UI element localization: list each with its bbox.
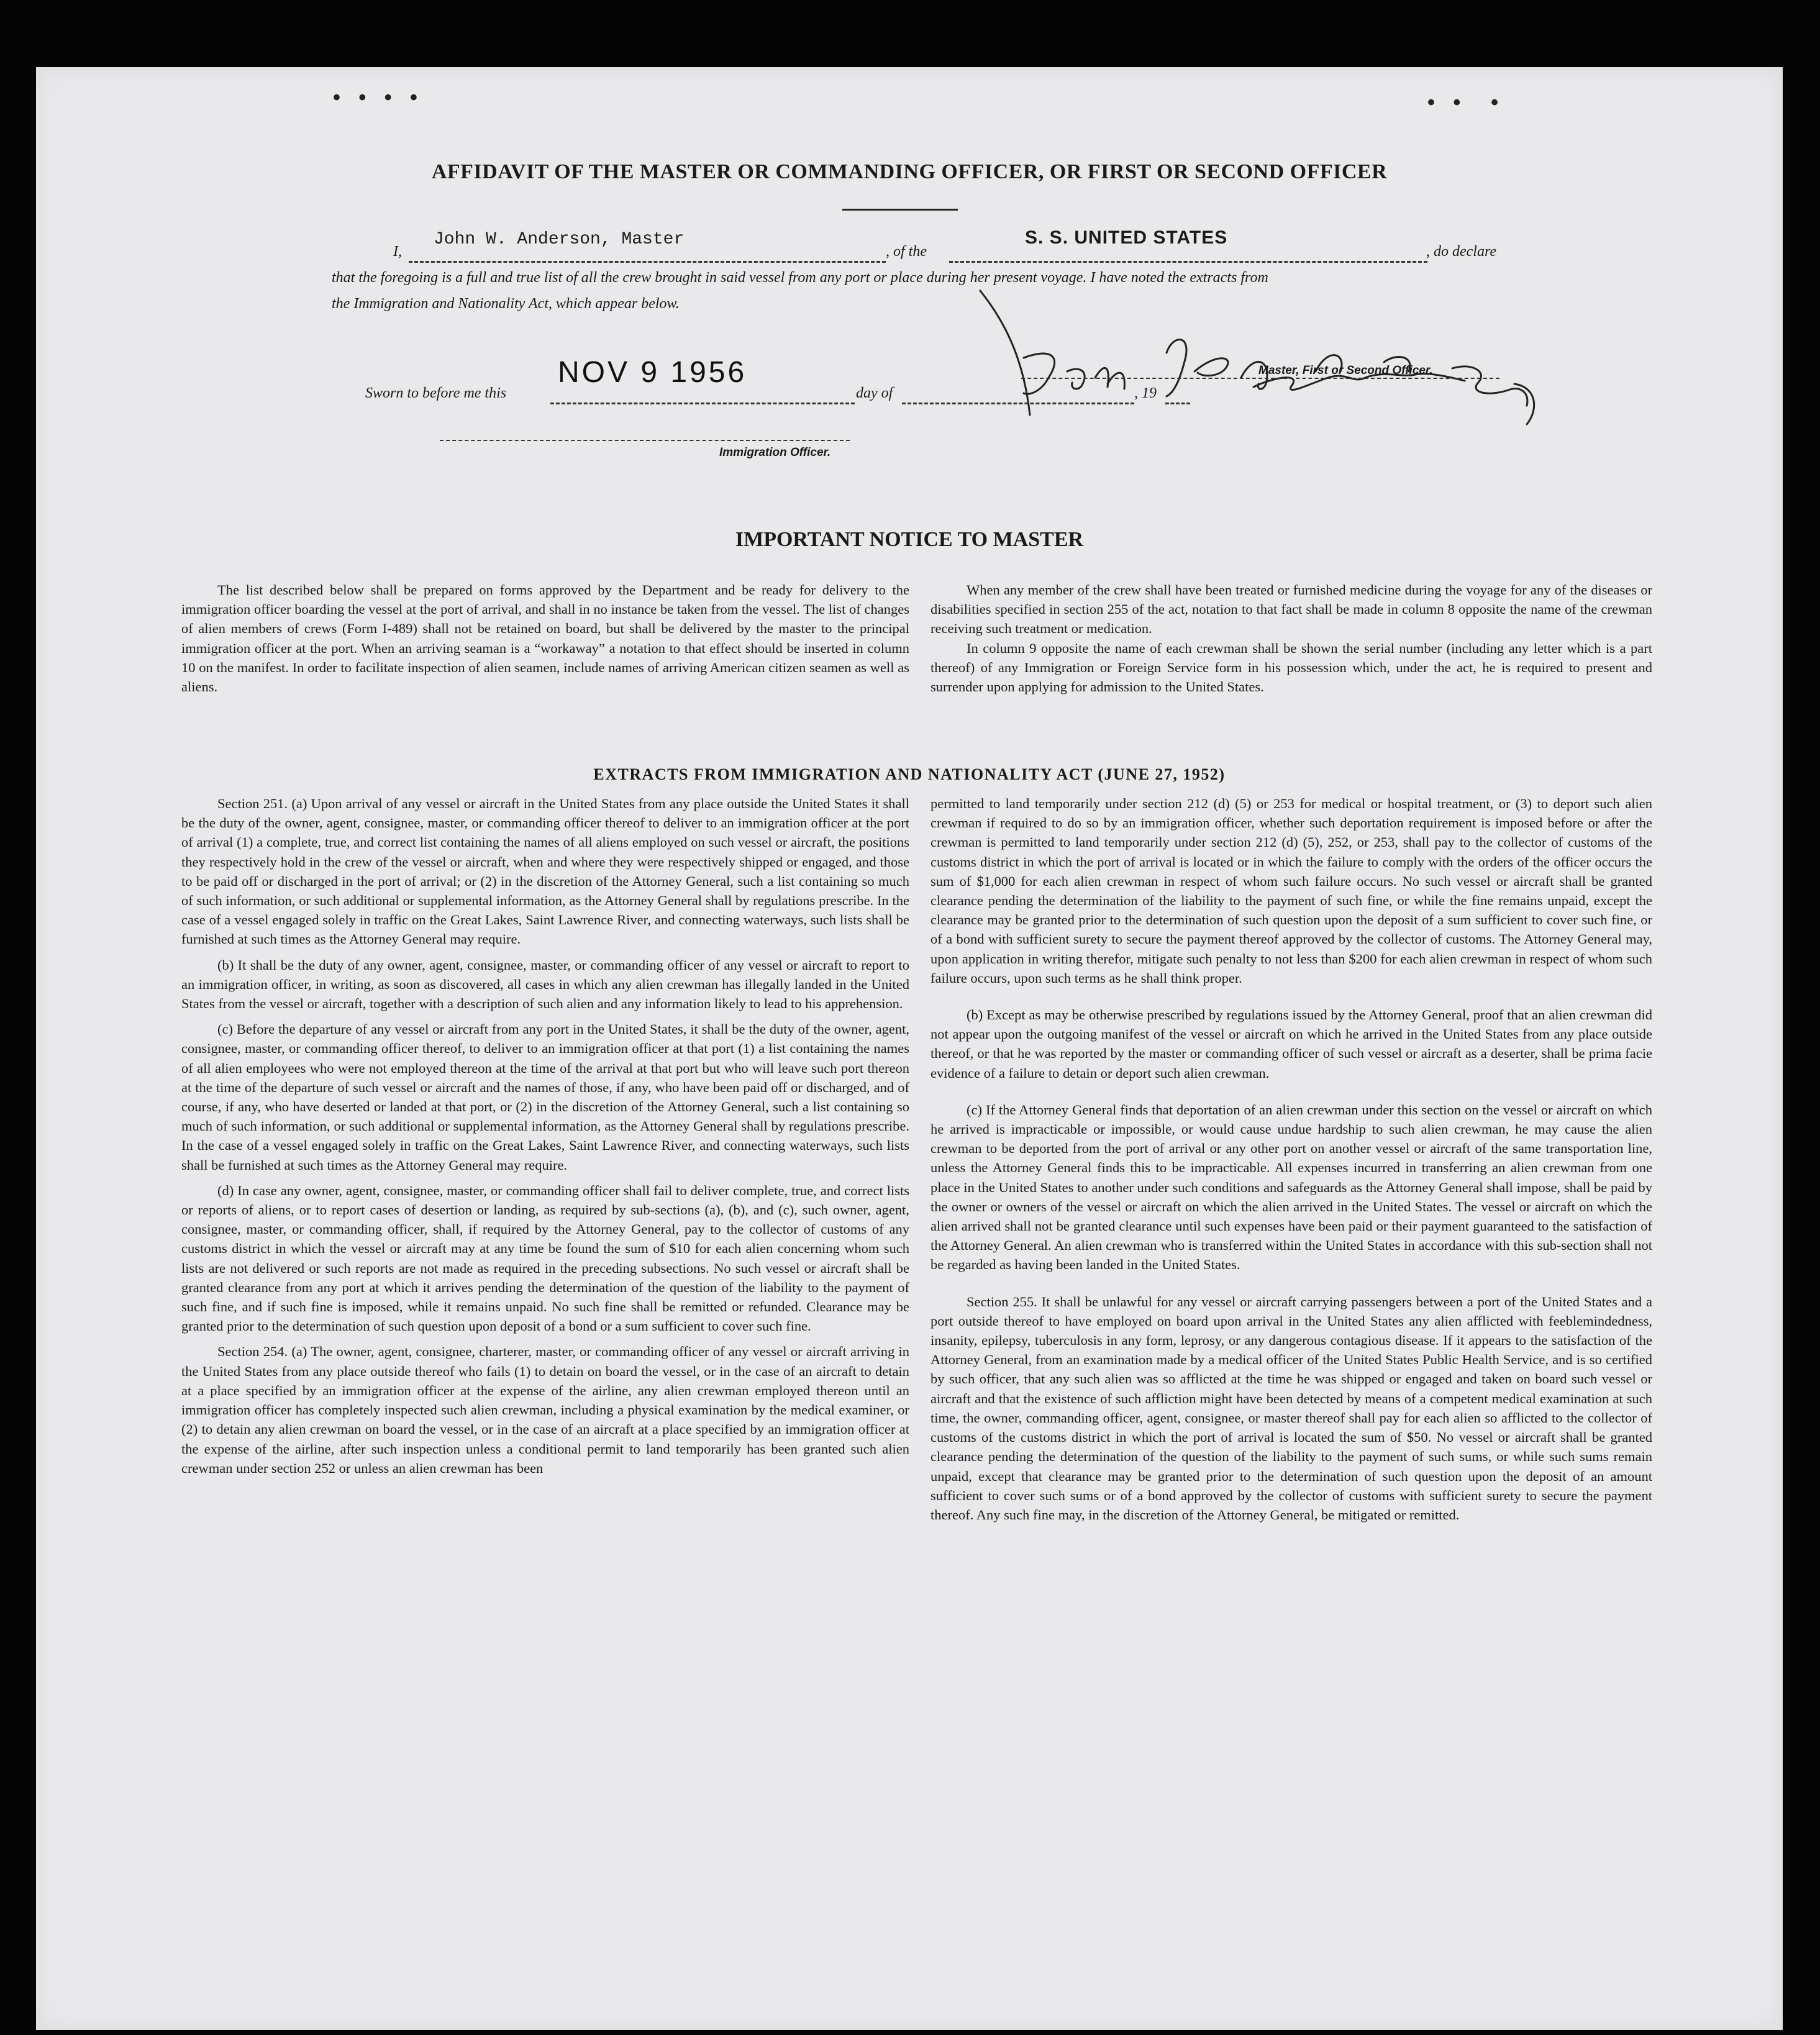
- section-254-a: Section 254. (a) The owner, agent, consignee, charterer, master, or commanding officer of any vessel or aircraft arriving in the United States from any place outside thereof who fails (1) to detain on board the vessel, or in the case of an aircraft to detain at a place specified by an immigration officer at the expense of the airline, any alien crewman employed thereon until an immigration officer has completely inspected such alien crewman, including a physical examination by the medical examiner, or (2) to detain any alien crewman on board the vessel, or in the case of an aircraft at a place specified by an immigration officer at the expense of the airline, after such inspection unless a conditional permit to land temporarily has been granted such alien crewman under section 252 or unless an alien crewman has been: [181, 1344, 909, 1476]
- document-page: [36, 67, 1783, 2030]
- notice-heading: IMPORTANT NOTICE TO MASTER: [735, 528, 1084, 551]
- section-251-b: (b) It shall be the duty of any owner, agent, consignee, master, or commanding officer of any vessel or aircraft to report to an immigration officer, in writing, as soon as discovered, all cases in which any alien crewman has illegally landed in the United States from the vessel or aircraft, together with a description of such alien and any information likely to lead to his apprehension.: [181, 957, 909, 1012]
- section-255: Section 255. It shall be unlawful for any vessel or aircraft carrying passengers between a port of the United States and a port outside thereof to have employed on board upon arrival in the United States any alien afflicted with feeblemindedness, insanity, epilepsy, tuberculosis in any form, leprosy, or any dangerous contagious disease. If it appears to the satisfaction of the Attorney General, from an examination made by a medical officer of the United States Public Health Service, and is so certified by such officer, that any such alien was so afflicted at the time he was shipped or engaged and taken on board such vessel or aircraft and that the existence of such affliction might have been detected by means of a competent medical examination at such time, the owner, commanding officer, agent, consignee, or master thereof shall pay for each alien so afflicted to the collector of customs of the customs district in which the port of arrival is located the sum of $50. No vessel or aircraft shall be granted clearance pending the determination of the question of the liability to the payment of such sums, or while such sums remain unpaid, except that clearance may be granted prior to the determination of such question upon the deposit of an amount sufficient to cover such sums or of a bond approved by the collector of customs with sufficient surety to secure the payment thereof. Any such fine may, in the discretion of the Attorney General, be mitigated or remitted.: [930, 1293, 1652, 1523]
- officer-line: [440, 440, 850, 441]
- extracts-left-column: [181, 794, 909, 1484]
- ship-name: S. S. UNITED STATES: [1025, 227, 1228, 248]
- section-251-d: (d) In case any owner, agent, consignee, master, or commanding officer shall fail to deliver complete, true, and correct lists or reports of aliens, or to report cases of desertion or landing, as required by sub-sections (a), (b), and (c), such owner, agent, consignee, master, or commanding officer, shall, if required by the Attorney General, pay to the collector of customs of any customs district in which the vessel or aircraft may at any time be found the sum of $10 for each alien concerning whom such lists are not delivered or such reports are not made as required in the preceding subsections. No such vessel or aircraft shall be granted clearance from any port at which it arrives pending the determination of the question of the liability to the payment of such fine, and if such fine is imposed, while it remains unpaid. No such fine shall be remitted or refunded. Clearance may be granted prior to the determination of such question upon deposit of a bond or a sum sufficient to cover such fine.: [181, 1182, 909, 1334]
- master-name: John W. Anderson, Master: [434, 230, 685, 249]
- notice-right-column: [930, 580, 1652, 696]
- notice-left-column: [181, 580, 909, 696]
- year-line: [1165, 403, 1190, 404]
- date-stamp: NOV 9 1956: [558, 356, 747, 389]
- sworn-month-line: [902, 403, 1134, 404]
- section-254-c: (c) If the Attorney General finds that deportation of an alien crewman under this section on the vessel or aircraft on which he arrived is impracticable or impossible, or would cause undue hardship to such alien crewman, he may cause the alien crewman to be deported from the port of arrival or any other port on another vessel or aircraft of the same transportation line, unless the Attorney General finds this to be impracticable. All expenses incurred in transferring an alien crewman from one place in the United States to another under such conditions and safeguards as the Attorney General shall impose, shall be paid by the owner or owners of the vessel or aircraft on which the alien arrived in the United States. The vessel or aircraft on which the alien arrived shall not be granted clearance until such expenses have been paid or their payment guaranteed to the satisfaction of the Attorney General. An alien crewman who is transferred within the United States in accordance with this sub-section shall not be regarded as having been landed in the United States.: [930, 1101, 1652, 1273]
- signature-caption: Master, First or Second Officer.: [1258, 364, 1433, 377]
- notice-left-paragraph: The list described below shall be prepared on forms approved by the Department and be ready for delivery to the immigration officer boarding the vessel at the port of arrival, and shall in no instance be taken from the vessel. The list of changes of alien members of crews (Form I-489) shall not be retained on board, but shall be delivered by the master to the principal immigration officer at the port. When an arriving seaman is a “workaway” a notation to that effect should be inserted in column 10 on the manifest. In order to facilitate inspection of alien seamen, include names of arriving American citizen seamen as well as aliens.: [181, 582, 909, 695]
- corner-mark-left: • • • •: [333, 86, 424, 109]
- master-signature: [980, 285, 1539, 427]
- extracts-heading: EXTRACTS FROM IMMIGRATION AND NATIONALITY ACT (JUNE 27, 1952): [593, 765, 1226, 783]
- day-of-label: day of: [856, 385, 893, 401]
- notice-right-paragraph-1: When any member of the crew shall have been treated or furnished medicine during the voyage for any of the diseases or disabilities specified in section 255 of the act, notation to that fact shall be made in column 8 opposite the name of the crewman receiving such treatment or medication.: [930, 582, 1652, 637]
- year-label: , 19: [1134, 385, 1157, 401]
- section-254-a-continued: permitted to land temporarily under section 212 (d) (5) or 253 for medical or hospital treatment, or (3) to deport such alien crewman if required to do so by an immigration officer, whether such deportation requirement is imposed before or after the crewman is permitted to land temporarily under section 212 (d) (5), 252, or 253, shall pay to the collector of customs of the customs district in which the port of arrival is located or in which the failure to comply with the orders of the officer occurs the sum of $1,000 for each alien crewman in respect of whom such failure occurs. No such vessel or aircraft shall be granted clearance pending the determination of the liability to the payment of such fine, or while the fine remains unpaid, except the clearance may be granted prior to the determination of such question upon the deposit of a sum sufficient to cover such fine, or of a bond with sufficient surety to secure the payment thereof approved by the collector of customs. The Attorney General may, upon application in writing therefor, mitigate such penalty to not less than $200 for each alien crewman in respect of whom such failure occurs, upon such terms as he shall think proper.: [930, 796, 1652, 986]
- officer-caption: Immigration Officer.: [719, 446, 831, 459]
- title-divider: [842, 209, 958, 211]
- declaration-line-3: the Immigration and Nationality Act, which appear below.: [332, 296, 680, 312]
- declaration-prefix: I,: [393, 244, 402, 260]
- name-line: [409, 261, 886, 263]
- sworn-day-line: [550, 403, 855, 404]
- affidavit-title: AFFIDAVIT OF THE MASTER OR COMMANDING OFFICER, OR FIRST OR SECOND OFFICER: [431, 160, 1388, 183]
- corner-mark-right: • • •: [1427, 91, 1505, 114]
- section-251-c: (c) Before the departure of any vessel or aircraft from any port in the United States, it shall be the duty of the owner, agent, consignee, master, or commanding officer thereof, to deliver to an immigration officer at that port (1) a list containing the names of all alien employees who were not employed thereon at the time of the arrival at that port but who will leave such port thereon at the time of the departure of such vessel or aircraft and the names of those, if any, who have been paid off or discharged, and of course, if any, who have deserted or landed at that port, or (2) in the discretion of the Attorney General, such a list containing so much of such information, or such additional or supplemental information, as the Attorney General shall by regulations prescribe. In the case of a vessel engaged solely in traffic on the Great Lakes, Saint Lawrence River, and connecting waterways, such lists shall be furnished at such times as the Attorney General may require.: [181, 1021, 909, 1173]
- of-the-label: , of the: [886, 244, 927, 260]
- ship-line: [949, 261, 1427, 263]
- section-251-a: Section 251. (a) Upon arrival of any vessel or aircraft in the United States from any place outside the United States it shall be the duty of the owner, agent, consignee, master, or commanding officer thereof to deliver to an immigration officer at the port of arrival (1) a complete, true, and correct list containing the names of all aliens employed on such vessel or aircraft, the positions they respectively hold in the crew of the vessel or aircraft, when and where they were respectively shipped or engaged, and those to be paid off or discharged in the port of arrival; or (2) in the discretion of the Attorney General, such a list containing so much of such information, or such additional or supplemental information, as the Attorney General shall by regulations prescribe. In the case of a vessel engaged solely in traffic on the Great Lakes, Saint Lawrence River, and connecting waterways, such lists shall be furnished at such times as the Attorney General may require.: [181, 796, 909, 947]
- extracts-right-column: [930, 794, 1652, 1531]
- signature-line: [1021, 378, 1499, 379]
- section-254-b: (b) Except as may be otherwise prescribed by regulations issued by the Attorney General, proof that an alien crewman did not appear upon the outgoing manifest of the vessel or aircraft on which he arrived in the United States from any place outside thereof, or that he was reported by the master or commanding officer of such vessel or aircraft as a deserter, shall be prima facie evidence of a failure to detain or deport such alien crewman.: [930, 1007, 1652, 1081]
- sworn-label: Sworn to before me this: [365, 385, 507, 401]
- declaration-line-2: that the foregoing is a full and true list of all the crew brought in said vessel from any port or place during her present voyage. I have noted the extracts from: [332, 270, 1268, 286]
- do-declare-label: , do declare: [1426, 244, 1497, 260]
- notice-right-paragraph-2: In column 9 opposite the name of each crewman shall be shown the serial number (including any letter which is a part thereof) of any Immigration or Foreign Service form in his possession which, under the act, he is required to present and surrender upon applying for admission to the United States.: [930, 640, 1652, 695]
